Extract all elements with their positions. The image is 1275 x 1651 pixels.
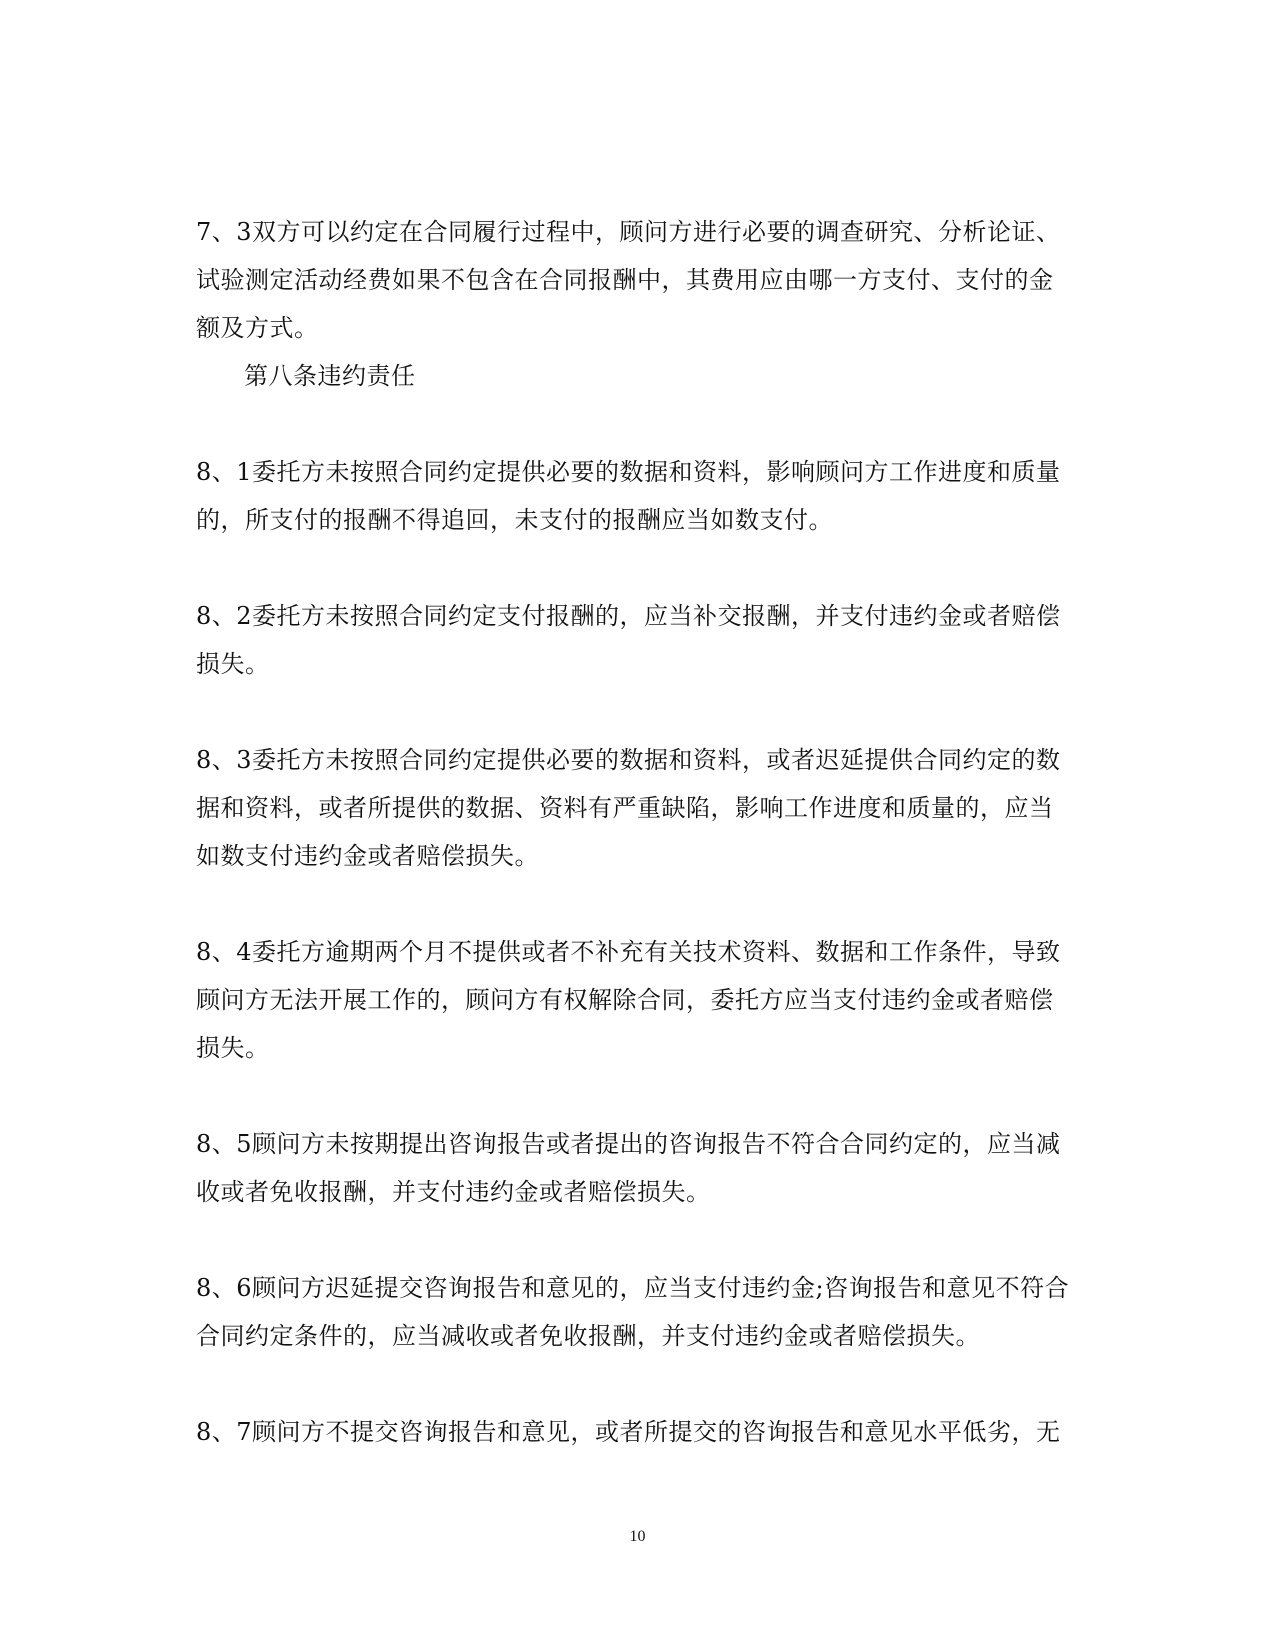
page-number: 10 — [629, 1528, 646, 1545]
paragraph-8-4: 8、4委托方逾期两个月不提供或者不补充有关技术资料、数据和工作条件，导致顾问方无法开展工作的，顾问方有权解除合同，委托方应当支付违约金或者赔偿损失。 — [196, 938, 1061, 1062]
section-heading-article-8: 第八条违约责任 — [244, 362, 416, 390]
paragraph-8-2: 8、2委托方未按照合同约定支付报酬的，应当补交报酬，并支付违约金或者赔偿损失。 — [196, 602, 1061, 678]
paragraph-8-7: 8、7顾问方不提交咨询报告和意见，或者所提交的咨询报告和意见水平低劣，无 — [196, 1418, 1061, 1446]
paragraph-7-3: 7、3双方可以约定在合同履行过程中，顾问方进行必要的调查研究、分析论证、试验测定活动经费如果不包含在合同报酬中，其费用应由哪一方支付、支付的金额及方式。 — [196, 218, 1061, 342]
paragraph-8-1: 8、1委托方未按照合同约定提供必要的数据和资料，影响顾问方工作进度和质量的，所支付的报酬不得追回，未支付的报酬应当如数支付。 — [196, 458, 1061, 534]
paragraph-8-5: 8、5顾问方未按期提出咨询报告或者提出的咨询报告不符合合同约定的，应当减收或者免收报酬，并支付违约金或者赔偿损失。 — [196, 1130, 1061, 1206]
paragraph-8-6: 8、6顾问方迟延提交咨询报告和意见的，应当支付违约金;咨询报告和意见不符合合同约定条件的，应当减收或者免收报酬，并支付违约金或者赔偿损失。 — [196, 1274, 1070, 1350]
document-body — [196, 208, 1076, 1456]
paragraph-8-3: 8、3委托方未按照合同约定提供必要的数据和资料，或者迟延提供合同约定的数据和资料，或者所提供的数据、资料有严重缺陷，影响工作进度和质量的，应当如数支付违约金或者赔偿损失。 — [196, 746, 1061, 870]
